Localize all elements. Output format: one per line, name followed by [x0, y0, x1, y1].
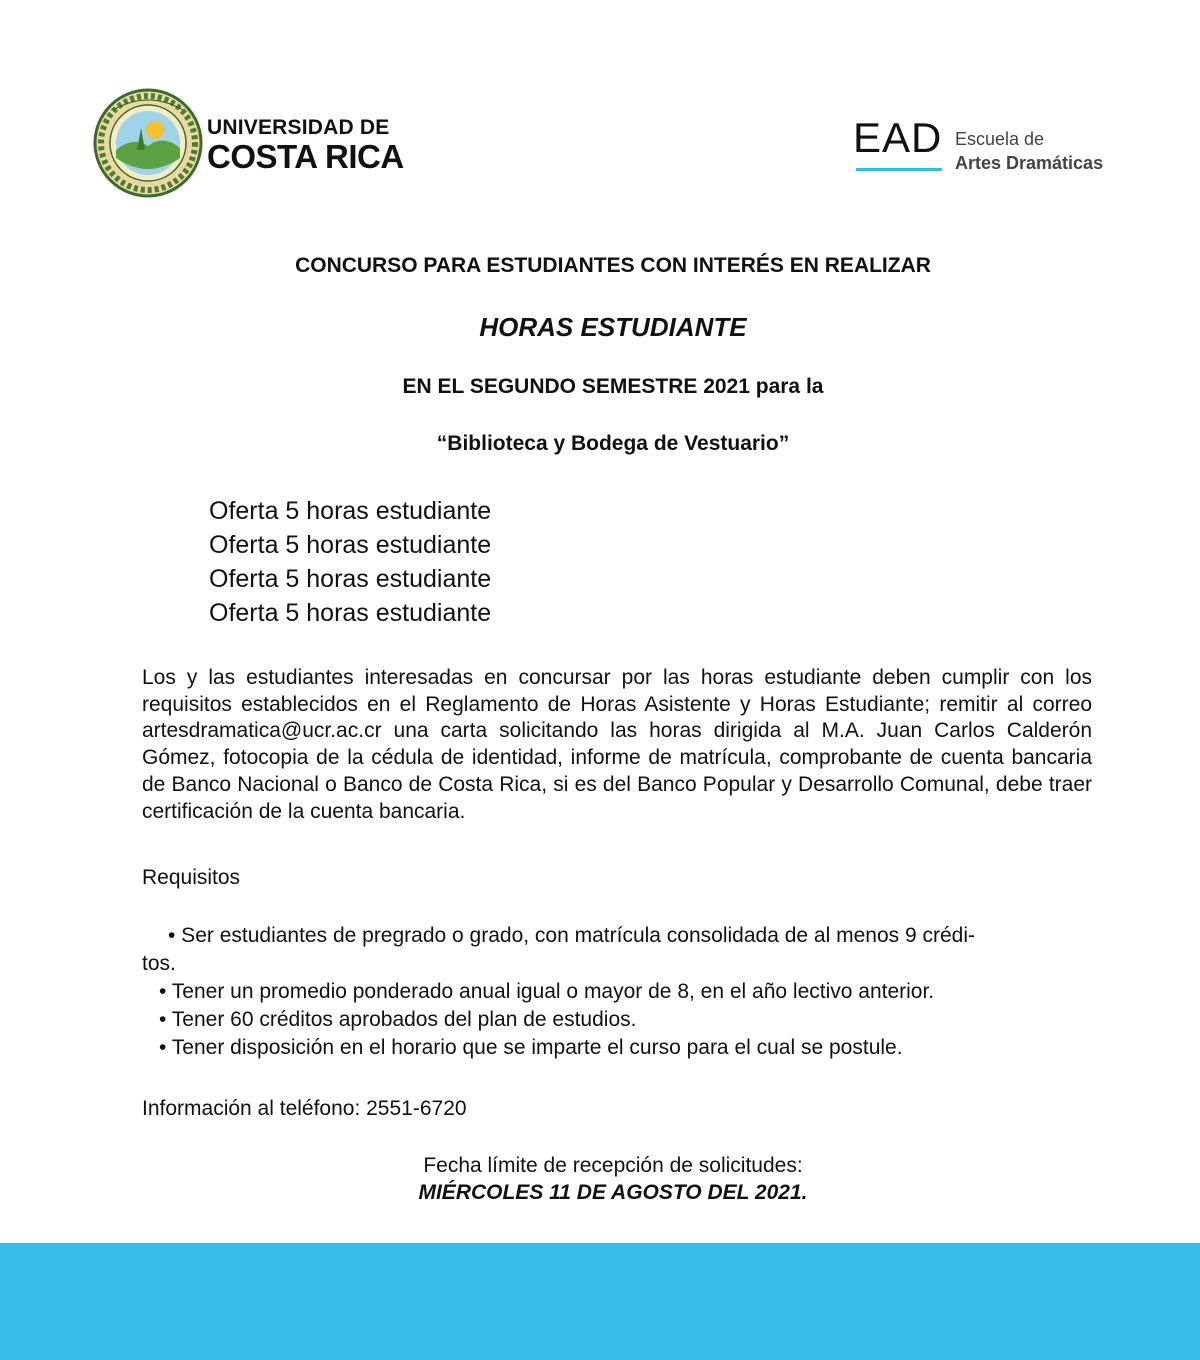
title-main: HORAS ESTUDIANTE: [479, 312, 747, 342]
title-line4: “Biblioteca y Bodega de Vestuario”: [436, 432, 790, 455]
footer-bar: [0, 1243, 1200, 1360]
requirement-item: • Tener 60 créditos aprobados del plan de estudios.: [159, 1008, 637, 1031]
offer-item: Oferta 5 horas estudiante: [209, 599, 492, 627]
requirements-list: [142, 922, 1092, 1062]
ead-mark: EAD: [853, 114, 943, 161]
ead-name-line2: Artes Dramáticas: [955, 153, 1104, 173]
contact-phone: Información al teléfono: 2551-6720: [142, 1097, 467, 1120]
title-line3: EN EL SEGUNDO SEMESTRE 2021 para la: [402, 375, 824, 398]
ead-accent-rule: [856, 168, 942, 171]
ucr-seal-icon: [93, 88, 203, 198]
deadline-date: MIÉRCOLES 11 DE AGOSTO DEL 2021.: [418, 1181, 808, 1204]
title-line1: CONCURSO PARA ESTUDIANTES CON INTERÉS EN REALIZAR: [295, 254, 931, 277]
ead-logo: [853, 114, 1123, 178]
ead-name-line1: Escuela de: [955, 129, 1045, 149]
requirement-item: • Tener un promedio ponderado anual igual o mayor de 8, en el año lectivo anterior.: [159, 980, 935, 1003]
offers-list: [209, 494, 491, 630]
requirement-item: • Ser estudiantes de pregrado o grado, con matrícula consolidada de al menos 9 crédi-: [168, 924, 975, 947]
requirement-item: • Tener disposición en el horario que se imparte el curso para el cual se postule.: [159, 1036, 903, 1059]
ucr-logo: [93, 88, 404, 198]
ucr-name-line1: UNIVERSIDAD DE: [207, 116, 390, 139]
deadline-label: Fecha límite de recepción de solicitudes:: [423, 1154, 803, 1177]
ucr-name-line2: COSTA RICA: [207, 138, 404, 175]
requirements-title: Requisitos: [142, 866, 241, 889]
body-paragraph: Los y las estudiantes interesadas en concursar por las horas estudiante deben cumplir con los requisitos establecidos en el Reglamento de Horas Asistente y Horas Estudiante; remitir al correo artesdramatica@ucr.ac.cr una carta solicitando las horas dirigida al M.A. Juan Carlos Calderón Gómez, fotocopia de la cédula de identidad, informe de matrícula, comprobante de cuenta bancaria de Banco Nacional o Banco de Costa Rica, si es del Banco Popular y Desarrollo Comunal, debe traer certificación de la cuenta bancaria.: [142, 666, 1092, 823]
offer-item: Oferta 5 horas estudiante: [209, 565, 492, 593]
offer-item: Oferta 5 horas estudiante: [209, 497, 492, 525]
offer-item: Oferta 5 horas estudiante: [209, 531, 492, 559]
requirement-item-continuation: tos.: [142, 952, 176, 975]
